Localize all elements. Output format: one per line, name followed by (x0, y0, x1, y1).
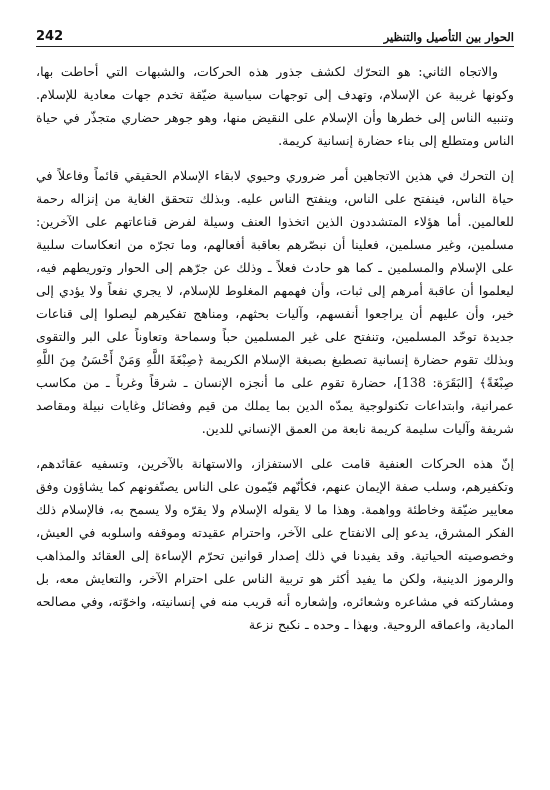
running-title: الحوار بين التأصيل والتنظير (383, 30, 514, 44)
paragraph-2: إن التحرك في هذين الاتجاهين أمر ضروري وحيوي لابقاء الإسلام الحقيقي قائماً وفاعلاً في حياة الناس، فينفتح على الناس، وينفتح الناس عليه. وبذلك تتحقق الغاية من إنزاله رحمة للعالمين. أما هؤلاء المتشددون الذين اتخذوا العنف وسيلة لفرض قناعاتهم على الآخرين: مسلمين، وغير مسلمين، فعلينا أن نبصّرهم بعاقبة أفعالهم، وما تجرّه من انعكاسات سلبية على الإسلام والمسلمين ـ كما هو حادث فعلاً ـ وذلك عن جرّهم إلى الحوار وتوريطهم فيه، ليعلموا أن عاقبة أمرهم إلى ثبات، وأن فهمهم المغلوط للإسلام، لا يجري نفعاً ولا يؤدي إلى خير، وأن عليهم أن يراجعوا أنفسهم، وآليات بحثهم، ومناهج تفكيرهم ليصلوا إلى قناعات جديدة توحّد المسلمين، وتنفتح على غير المسلمين حباً وسماحة وتعاوناً على البر والتقوى وبذلك تقوم حضارة إنسانية تصطبغ بصبغة الإسلام الكريمة ﴿صِبْغَةَ اللَّهِ وَمَنْ أَحْسَنُ مِنَ اللَّهِ صِبْغَةً﴾ [البَقَرَة: 138]، حضارة تقوم على ما أنجزه الإنسان ـ شرقاً وغرباً ـ من مكاسب عمرانية، وابتداعات تكنولوجية يمدّه الدين بما يملك من قيم وفضائل وغايات نبيلة ومقاصد شريفة وآليات سليمة كريمة نابعة من العمق الإنساني للدين. (36, 168, 514, 436)
page-number: 242 (36, 29, 64, 44)
paragraph-1: والاتجاه الثاني: هو التحرّك لكشف جذور هذه الحركات، والشبهات التي أحاطت بها، وكونها غريبة عن الإسلام، وتهدف إلى توجهات سياسية ضيّقة تخدم جهات معادية للإسلام. وتنبيه الناس إلى خطرها وأن الإسلام على النقيض منها، وهو جوهر حضاري متجذّر في حياة الناس ومتطلع إلى بناء حضارة إنسانية كريمة. (36, 64, 514, 148)
paragraph-3: إنّ هذه الحركات العنفية قامت على الاستفزاز، والاستهانة بالآخرين، وتسفيه عقائدهم، وتكفيرهم، وسلب صفة الإيمان عنهم، فكأنّهم قيّمون على الناس يصنّفونهم كما يشاؤون وفق معايير ضيّقة وخاطئة وواهمة. وهذا ما لا يقوله الإسلام ولا يقرّه ولا يسمح به، فالإسلام ذلك الفكر المشرق، يدعو إلى الانفتاح على الآخر، واحترام عقيدته وموقفه واسلوبه في العيش، وخصوصيته الحياتية. وقد يفيدنا في ذلك إصدار قوانين تحرّم الإساءة إلى العقائد والمذاهب والرموز الدينية، ولكن ما يفيد أكثر هو تربية الناس على احترام الآخر، والتعايش معه، بل ومشاركته في مشاعره وشعائره، وإشعاره أنه قريب منه في إنسانيته، واخوّته، وفي مصالحه المادية، واعماقه الروحية. وبهذا ـ وحده ـ نكبح نزعة (36, 456, 514, 632)
body-text (36, 60, 514, 648)
page-header (36, 28, 514, 47)
